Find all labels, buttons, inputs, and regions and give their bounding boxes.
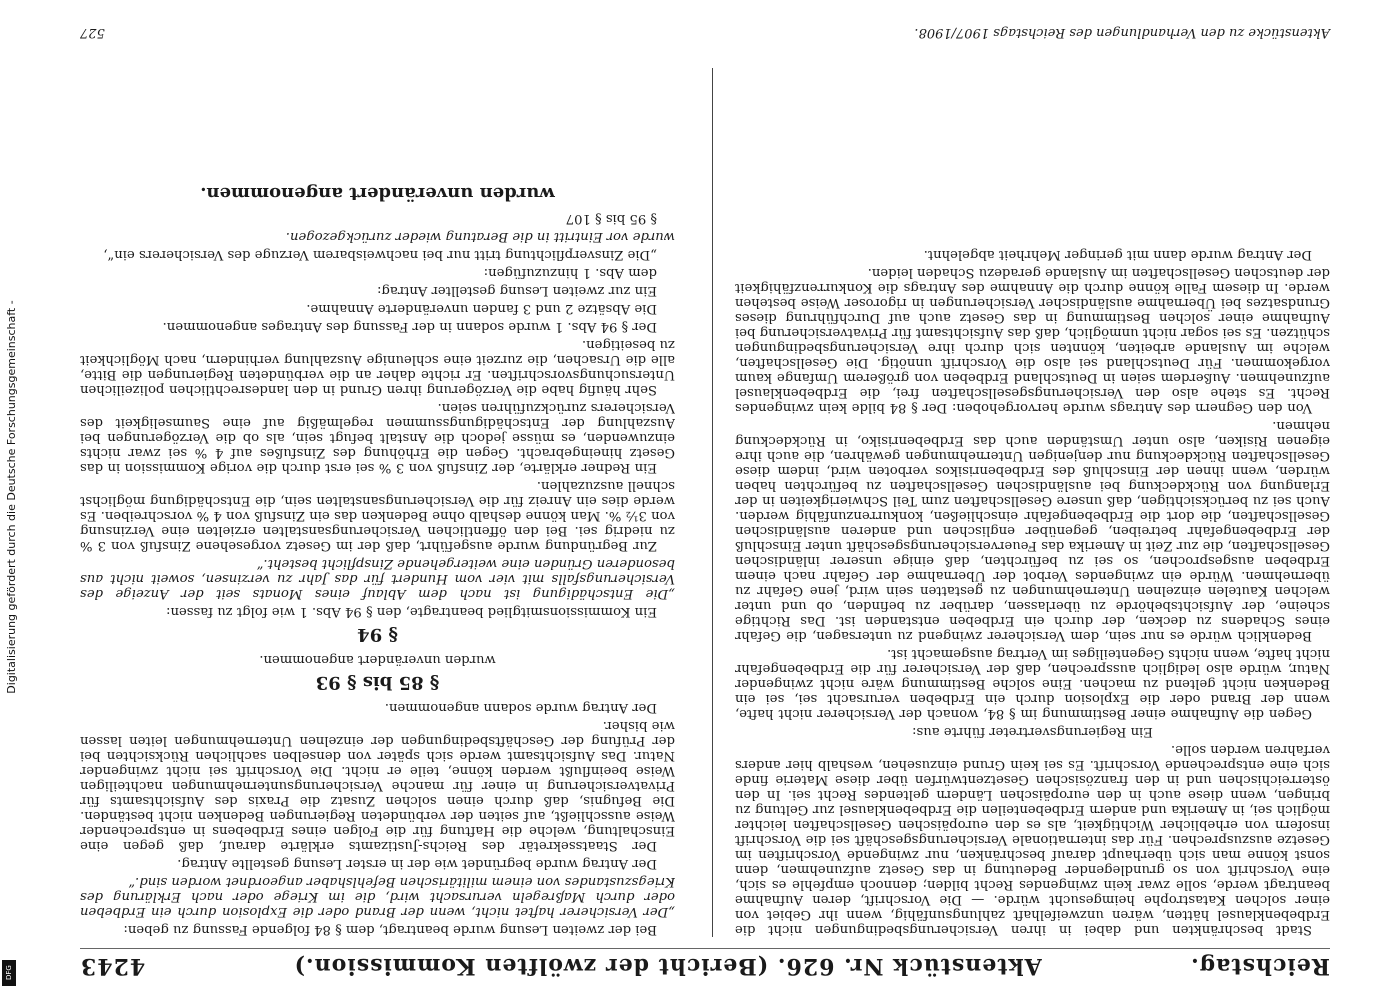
paragraph: Der Antrag wurde dann mit geringer Mehrheit abgelehnt.	[923, 247, 1312, 262]
funding-note: Digitalisierung gefördert durch die Deutsche Forschungsgemeinschaft -	[5, 300, 18, 694]
paragraph: „Die Zinsverpflichtung tritt nur bei nachweisbarem Verzuge des Versicherers ein“,	[103, 247, 657, 262]
section-heading: § 85 bis § 93	[315, 672, 440, 693]
paragraph: Gegen die Aufnahme einer Bestimmung im § 84, wonach der Versicherer nicht hafte, wenn der Brand oder die Explosion durch ein Erdbeben verursacht sei, sei ein Bedenken nicht geltend zu machen. Eine solche Bestimmung wäre nicht zwingender Natur, würde also lediglich aussprechen, daß der Versicherer für die Erdbebengefahr nicht hafte, wenn nichts Gegenteiliges im Vertrag ausgemacht ist.	[735, 646, 1330, 721]
footer-page-number: 527	[80, 25, 105, 41]
page-footer	[80, 22, 1330, 44]
dfg-logo: DFG	[2, 960, 16, 986]
header-title: Aktenstück Nr. 626. (Bericht der zwölften Kommission.)	[293, 953, 1042, 979]
paragraph: wurden unverändert angenommen.	[259, 652, 496, 667]
paragraph: Ein zur zweiten Lesung gestellter Antrag:	[377, 283, 657, 298]
page-number: 4243	[80, 953, 146, 979]
paragraph: Der Antrag wurde sodann angenommen.	[384, 700, 657, 715]
scanned-page	[80, 8, 1330, 993]
paragraph: Bedenklich würde es nur sein, dem Versicherer zwingend zu untersagen, die Gefahr eines Schadens zu decken, der durch ein Erdbeben entstanden ist. Das Richtige scheine, der Aufsichtsbehörde zu überlassen, darüber zu befinden, ob und unter welchen Kautelen einzelnen Unternehmungen zu gestatten sein wird, jene Gefahr zu übernehmen. Würde ein zwingendes Verbot der Übernahme der Gefahr nach einem Erdbeben ausgesprochen, so sei zu befürchten, daß einige unserer inländischen Gesellschaften, die zur Zeit in Amerika das Feuerversicherungsgeschäft unter Einschluß der Erdbebengefahr betreiben, gegenüber englischen und anderen ausländischen Gesellschaften, die dort die Erdbebengefahr einschließen, konkurrenzunfähig werden. Auch sei zu berücksichtigen, daß unsere Gesellschaften zum Teil Schwierigkeiten in der Erlangung von Rückdeckung bei ausländischen Gesellschaften zu befürchten haben würden, wenn ihnen der Einschluß des Erdbebenrisikos verboten wird, indem diese Gesellschaften Rückdeckung nur denjenigen Unternehmungen gewähren, die auch ihre eigenen Risiken, also unter Umständen auch das Erdbebenrisiko, in Rückdeckung nehmen.	[735, 418, 1330, 643]
left-column	[735, 68, 1330, 937]
section-heading: wurden unverändert angenommen.	[200, 183, 555, 204]
paragraph: Stadt beschränkten und dabei in ihren Versicherungsbedingungen nicht die Erdbebenklausel hätten, wären unzweifelhaft zahlungsunfähig, wenn ihr Gebiet von einer solchen Katastrophe heimgesucht würde. — Die Vorschrift, deren Aufnahme beantragt werde, solle zwar kein zwingendes Recht bilden; dennoch empfehle es sich, eine Vorschrift von so grundlegender Bedeutung in das Gesetz aufzunehmen, denn sonst könne man sich überhaupt darauf beschränken, nur zwingende Vorschriften im Gesetze auszusprechen. Für das internationale Versicherungsgeschäft sei die Vorschrift insofern von erheblicher Wichtigkeit, als es den europäischen Gesellschaften leichter möglich sei, in Amerika und andern Erdbebenteilen die Erdbebenklausel zur Geltung zu bringen, wenn diese auch in den europäischen Ländern geltendes Recht sei. In den österreichischen und in den französischen Gesetzentwürfen über diese Materie finde sich eine entsprechende Vorschrift. Es sei kein Grund einzusehen, weshalb hier anders verfahren werden solle.	[735, 742, 1330, 937]
page-header	[80, 948, 1330, 983]
paragraph: Die Absätze 2 und 3 fanden unveränderte Annahme.	[306, 301, 657, 316]
paragraph: Bei der zweiten Lesung wurde beantragt, dem § 84 folgende Fassung zu geben:	[123, 922, 657, 937]
paragraph: Ein Redner erklärte, der Zinsfuß von 3 % sei erst durch die vorige Kommission in das Gesetz hineingebracht. Gegen die Erhöhung des Zinsfußes auf 4 % sei zwar nichts einzuwenden, es müsse jedoch die Anstalt befugt sein, als ob die Verzögerungen bei Auszahlung der Entschädigungssummen regelmäßig auf eine Saumseligkeit des Versicherers zurückzuführen seien.	[80, 400, 675, 475]
header-left: Reichstag.	[1190, 953, 1330, 979]
paragraph: § 95 bis § 107	[565, 211, 657, 226]
right-column	[80, 68, 675, 937]
funding-strip	[2, 0, 16, 1000]
paragraph: Von den Gegnern des Antrags wurde hervorgehoben: Der § 84 bilde kein zwingendes Recht. Es stehe also den Versicherungsgesellschaften frei, die Erdbebenklausel aufzunehmen. Außerdem seien in Deutschland Erdbeben von größerem Umfange kaum vorgekommen. Für Deutschland sei also die Vorschrift unnötig. Die Gesellschaften, welche im Auslande arbeiten, könnten sich durch ihre Versicherungsbedingungen schützen. Es sei sogar nicht unmöglich, daß das Aufsichtsamt für Privatversicherung bei Aufnahme einer solchen Bestimmung in das Gesetz auch auf Durchführung dieses Grundsatzes bei Übernahme ausländischer Versicherungen in rigoroser Weise bestehen werde. In diesem Falle könne durch die Annahme des Antrags die Konkurrenzfähigkeit der deutschen Gesellschaften im Auslande geradezu Schaden leiden.	[735, 265, 1330, 415]
paragraph: dem Abs. 1 hinzuzufügen:	[483, 265, 657, 280]
paragraph: Der Antrag wurde begründet wie der in erster Lesung gestellte Antrag.	[177, 856, 657, 871]
paragraph: Ein Regierungsvertreter führte aus:	[912, 724, 1153, 739]
paragraph: Sehr häufig habe die Verzögerung ihren Grund in den landesrechtlichen polizeilichen Untersuchungsvorschriften. Er richte daher an die verbündeten Regierungen die Bitte, alle die Ursachen, die zurzeit eine schleunige Auszahlung verhindern, nach Möglichkeit zu beseitigen.	[80, 337, 675, 397]
quote: „Die Entschädigung ist nach dem Ablauf eines Monats seit der Anzeige des Versicherungsfalls mit vier vom Hundert für das Jahr zu verzinsen, soweit nicht aus besonderen Gründen eine weitergehende Zinspflicht besteht.“	[80, 556, 675, 601]
section-heading: § 94	[357, 624, 398, 645]
quote: „Der Versicherer haftet nicht, wenn der Brand oder die Explosion durch ein Erdbeben oder durch Maßregeln verursacht wird, die im Kriege oder nach Erklärung des Kriegszustandes von einem militärischen Befehlshaber angeordnet worden sind.“	[80, 874, 675, 919]
column-divider	[712, 68, 713, 937]
quote: wurde vor Eintritt in die Beratung wieder zurückgezogen.	[285, 229, 675, 244]
paragraph: Der Staatssekretär des Reichs-Justizamts erklärte darauf, daß gegen eine Einschaltung, welche die Haftung für die Folgen eines Erdbebens in entsprechender Weise ausschließt, auf seiten der verbündeten Regierungen Bedenken nicht beständen. Die Befugnis, daß durch einen solchen Zusatz die Praxis des Aufsichtsamts für Privatversicherung in einer für manche Versicherungsunternehmungen nachteiligen Weise beeinflußt werden könne, teile er nicht. Die Vorschrift sei nicht zwingender Natur. Das Aufsichtsamt werde sich später von denselben sachlichen Rücksichten bei der Prüfung der Geschäftsbedingungen der einzelnen Unternehmungen leiten lassen wie bisher.	[80, 718, 675, 853]
paragraph: Ein Kommissionsmitglied beantragte, den § 94 Abs. 1 wie folgt zu fassen:	[166, 604, 657, 619]
paragraph: Der § 94 Abs. 1 wurde sodann in der Fassung des Antrages angenommen.	[162, 319, 657, 334]
footer-source: Aktenstücke zu den Verhandlungen des Reichstags 1907/1908.	[914, 25, 1330, 41]
paragraph: Zur Begründung wurde ausgeführt, daß der im Gesetz vorgesehene Zinsfuß von 3 % zu niedrig sei. Bei den öffentlichen Versicherungsanstalten erzielten eine Verzinsung von 3½ %. Man könne deshalb ohne Bedenken das ein Zinsfuß von 4 % vorschreiben. Es werde dies ein Anreiz für die Versicherungsanstalten sein, die Entschädigung möglichst schnell auszuzahlen.	[80, 478, 675, 553]
